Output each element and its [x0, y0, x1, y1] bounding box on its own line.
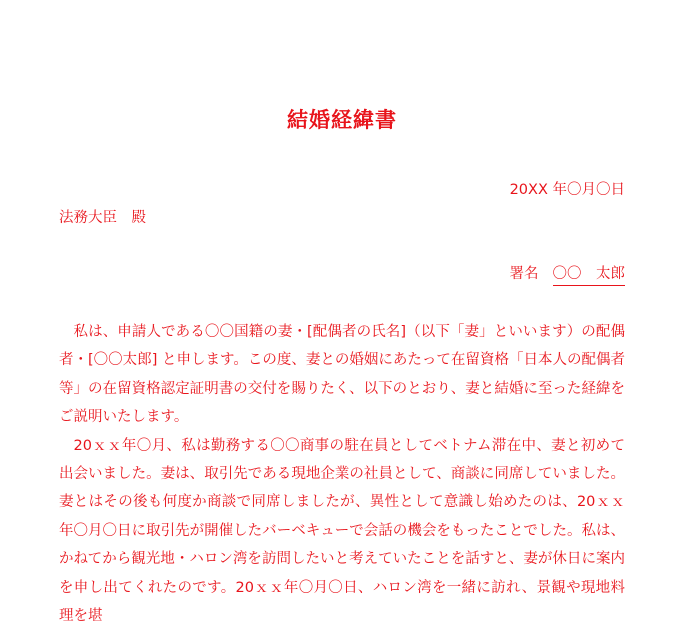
document-body: [59, 318, 625, 630]
document-date: 20XX 年〇月〇日: [509, 182, 625, 198]
body-paragraph-1: 私は、申請人である〇〇国籍の妻・[配偶者の氏名]（以下「妻」といいます）の配偶者・[〇〇太郎] と申します。この度、妻との婚姻にあたって在留資格「日本人の配偶者等」の在留資格認定証明書の交付を賜りたく、以下のとおり、妻と結婚に至った経緯をご説明いたします。: [59, 324, 625, 426]
signature-name: 〇〇 太郎: [553, 264, 626, 286]
signature-label: 署名: [509, 266, 539, 282]
body-paragraph-2: 20ｘｘ年〇月、私は勤務する〇〇商事の駐在員としてベトナム滞在中、妻と初めて出会いました。妻は、取引先である現地企業の社員として、商談に同席していました。妻とはその後も何度か商談で同席しましたが、異性として意識し始めたのは、20ｘｘ年〇月〇日に取引先が開催したバーベキューで会話の機会をもったことでした。私は、かねてから観光地・ハロン湾を訪問したいと考えていたことを話すと、妻が休日に案内を申し出てくれたのです。20ｘｘ年〇月〇日、ハロン湾を一緒に訪れ、景観や現地料理を堪: [59, 437, 625, 625]
document-title: 結婚経緯書: [287, 108, 397, 132]
signature-line: [510, 264, 626, 286]
addressee: 法務大臣 殿: [59, 210, 146, 226]
